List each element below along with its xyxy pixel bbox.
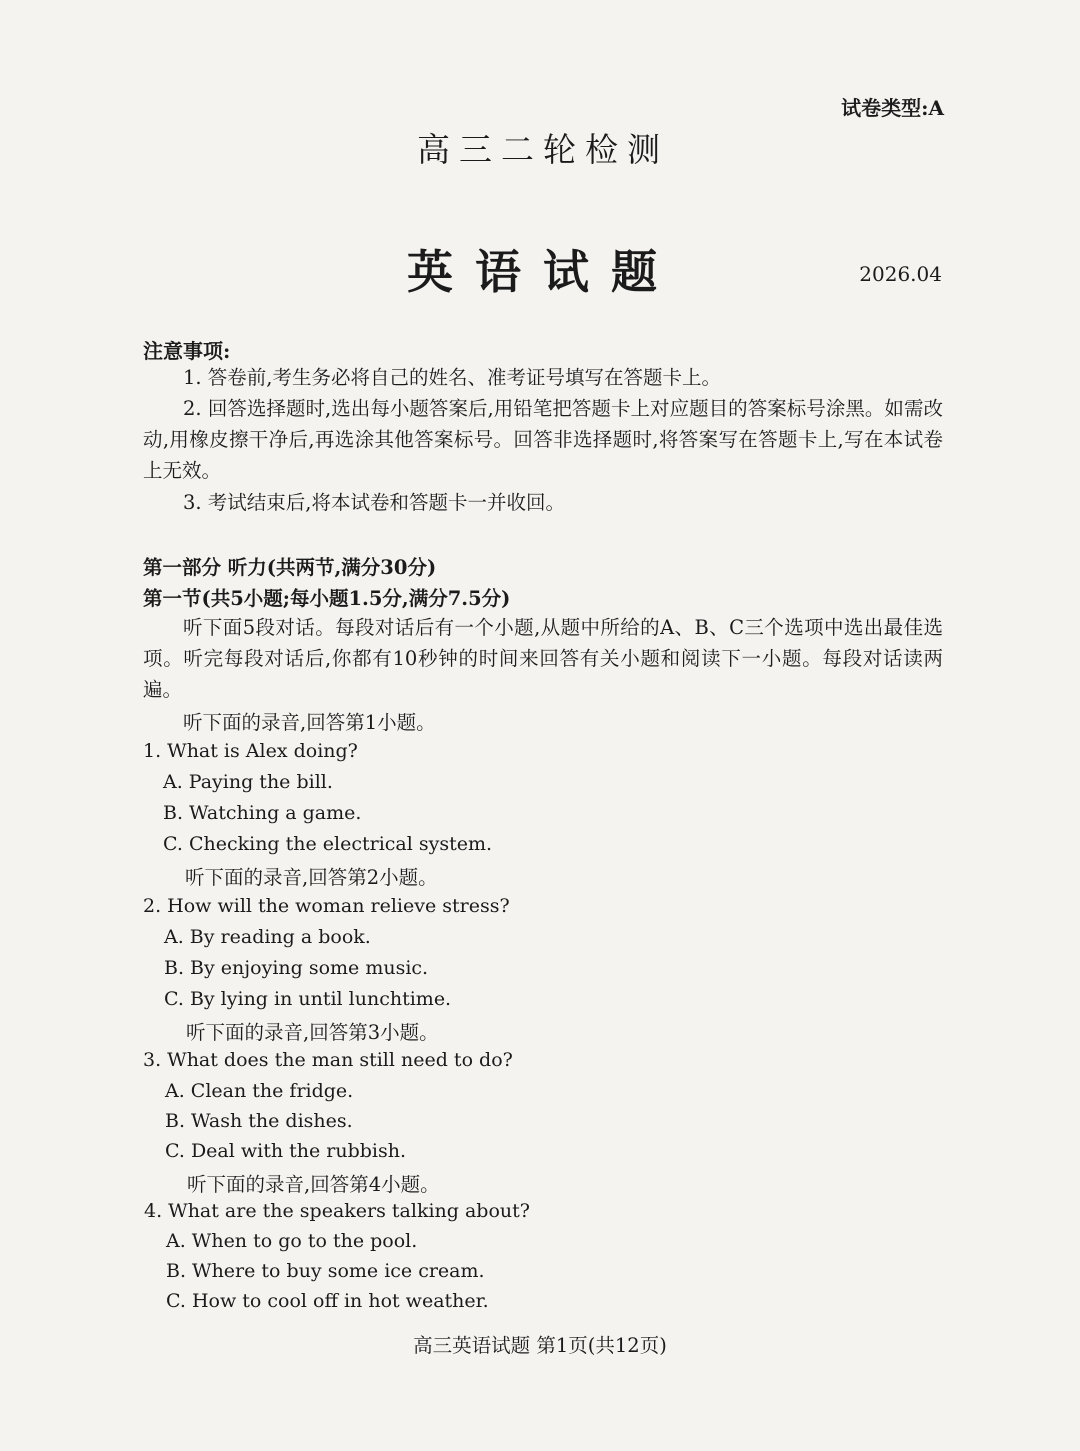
question-text: 4. What are the speakers talking about? [144, 1200, 530, 1222]
notice-item-3: 3. 考试结束后,将本试卷和答题卡一并收回。 [183, 491, 566, 514]
answer-option: A. Paying the bill. [163, 771, 333, 793]
page-title: 英语试题 [407, 245, 679, 299]
answer-option: A. Clean the fridge. [165, 1080, 354, 1102]
paper-type-label: 试卷类型:A [841, 96, 944, 120]
answer-option: B. Wash the dishes. [165, 1110, 353, 1132]
notice-item-1: 1. 答卷前,考生务必将自己的姓名、准考证号填写在答题卡上。 [183, 366, 722, 389]
answer-option: C. Checking the electrical system. [163, 833, 493, 855]
exam-subtitle: 高三二轮检测 [417, 130, 669, 169]
question-text: 3. What does the man still need to do? [143, 1049, 513, 1071]
answer-option: B. Where to buy some ice cream. [166, 1260, 485, 1282]
answer-option: C. Deal with the rubbish. [165, 1140, 407, 1162]
question-text: 1. What is Alex doing? [143, 740, 358, 762]
question-prompt: 听下面的录音,回答第3小题。 [186, 1021, 439, 1044]
notice-item-2: 2. 回答选择题时,选出每小题答案后,用铅笔把答题卡上对应题目的答案标号涂黑。如需改动,用橡皮擦干净后,再选涂其他答案标号。回答非选择题时,将答案写在答题卡上,写在本试卷上无效。 [143, 397, 943, 482]
answer-option: A. When to go to the pool. [166, 1230, 418, 1252]
section1-heading: 第一节(共5小题;每小题1.5分,满分7.5分) [143, 587, 511, 610]
question-prompt: 听下面的录音,回答第2小题。 [185, 866, 438, 889]
page-footer: 高三英语试题 第1页(共12页) [413, 1334, 667, 1357]
question-prompt: 听下面的录音,回答第4小题。 [187, 1173, 440, 1196]
answer-option: A. By reading a book. [164, 926, 371, 948]
exam-date: 2026.04 [859, 262, 942, 286]
notice-heading: 注意事项: [143, 339, 231, 363]
answer-option: B. Watching a game. [163, 802, 362, 824]
question-text: 2. How will the woman relieve stress? [143, 895, 510, 917]
answer-option: C. By lying in until lunchtime. [164, 988, 452, 1010]
question-prompt: 听下面的录音,回答第1小题。 [183, 711, 436, 734]
answer-option: C. How to cool off in hot weather. [166, 1290, 489, 1312]
section1-instructions: 听下面5段对话。每段对话后有一个小题,从题中所给的A、B、C三个选项中选出最佳选项。听完每段对话后,你都有10秒钟的时间来回答有关小题和阅读下一小题。每段对话读两遍。 [143, 616, 943, 701]
answer-option: B. By enjoying some music. [164, 957, 429, 979]
part1-heading: 第一部分 听力(共两节,满分30分) [143, 556, 437, 579]
